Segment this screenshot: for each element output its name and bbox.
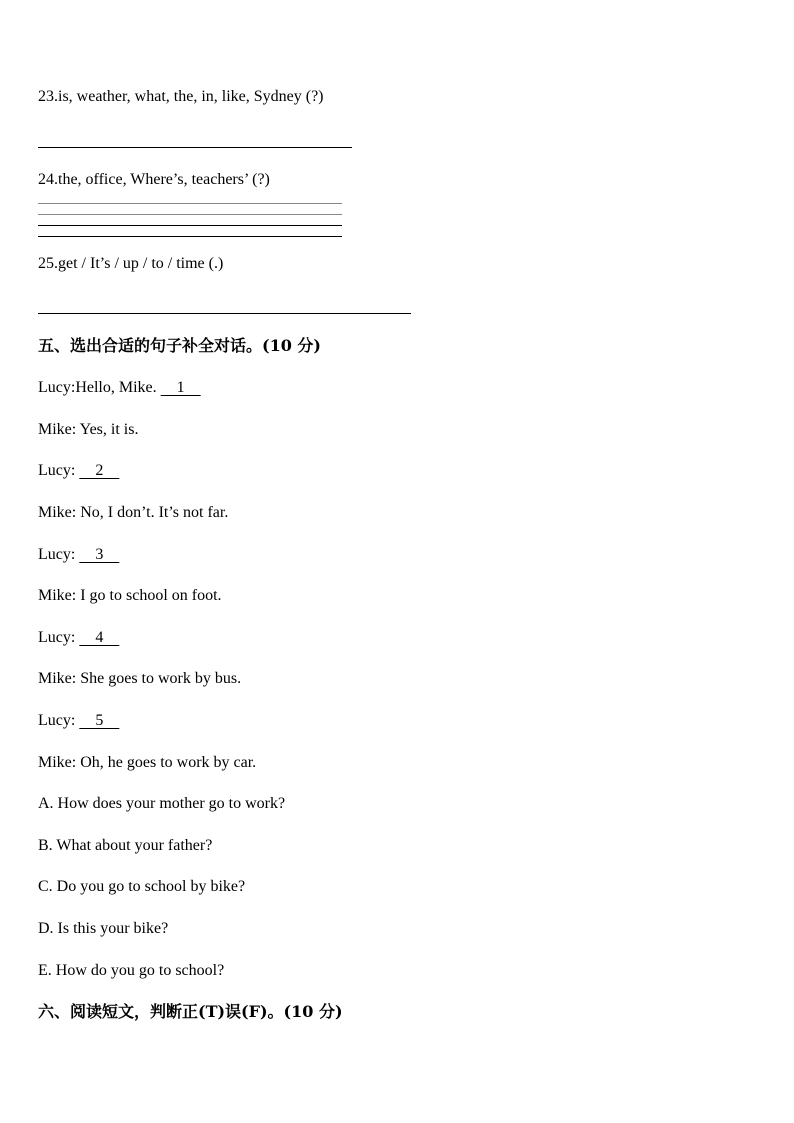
question-25 [38, 254, 223, 274]
answer-line[interactable] [38, 313, 411, 314]
speaker: Mike: [38, 504, 77, 521]
speaker: Lucy: [38, 712, 76, 729]
dialogue-text: She goes to work by bus. [76, 670, 242, 687]
speaker: Mike: [38, 670, 77, 687]
section-5-title: 五、选出合适的句子补全对话。(10 分) [38, 336, 321, 355]
dialogue-line [38, 711, 119, 731]
question-23 [38, 87, 324, 107]
section-6-title: 六、阅读短文，判断正(T)误(F)。(10 分) [38, 1002, 343, 1021]
question-24 [38, 170, 270, 190]
option-d: D. Is this your bike? [38, 920, 169, 937]
answer-line[interactable] [38, 214, 342, 215]
dialogue-line [38, 378, 201, 398]
speaker: Lucy: [38, 379, 76, 396]
blank-5[interactable]: 5 [79, 712, 120, 729]
blank-1[interactable]: 1 [160, 379, 201, 396]
speaker: Lucy: [38, 629, 76, 646]
question-text: the, office, Where’s, teachers’ (?) [58, 171, 270, 188]
dialogue-text: Hello, Mike. [75, 379, 161, 396]
dialogue-text: I go to school on foot. [76, 587, 222, 604]
dialogue-text: Yes, it is. [76, 421, 139, 438]
blank-4[interactable]: 4 [79, 629, 120, 646]
dialogue-line [38, 461, 119, 481]
dialogue-line [38, 669, 241, 689]
speaker: Lucy: [38, 462, 76, 479]
speaker: Lucy: [38, 546, 76, 563]
speaker: Mike: [38, 754, 77, 771]
dialogue-line [38, 586, 222, 606]
option-a: A. How does your mother go to work? [38, 795, 286, 812]
answer-line[interactable] [38, 225, 342, 226]
blank-3[interactable]: 3 [79, 546, 120, 563]
option-e: E. How do you go to school? [38, 962, 225, 979]
dialogue-line [38, 420, 138, 440]
speaker: Mike: [38, 587, 77, 604]
dialogue-line [38, 628, 119, 648]
answer-line[interactable] [38, 147, 352, 148]
speaker: Mike: [38, 421, 77, 438]
dialogue-line [38, 753, 256, 773]
question-number: 25. [38, 255, 58, 272]
dialogue-text: Oh, he goes to work by car. [76, 754, 257, 771]
option-c: C. Do you go to school by bike? [38, 878, 246, 895]
answer-line[interactable] [38, 236, 342, 237]
option-b: B. What about your father? [38, 837, 213, 854]
question-number: 23. [38, 88, 58, 105]
dialogue-line [38, 503, 228, 523]
question-text: is, weather, what, the, in, like, Sydney (?) [58, 88, 324, 105]
question-number: 24. [38, 171, 58, 188]
question-text: get / It’s / up / to / time (.) [58, 255, 224, 272]
dialogue-line [38, 545, 119, 565]
answer-line[interactable] [38, 203, 342, 204]
blank-2[interactable]: 2 [79, 462, 120, 479]
dialogue-text: No, I don’t. It’s not far. [76, 504, 229, 521]
